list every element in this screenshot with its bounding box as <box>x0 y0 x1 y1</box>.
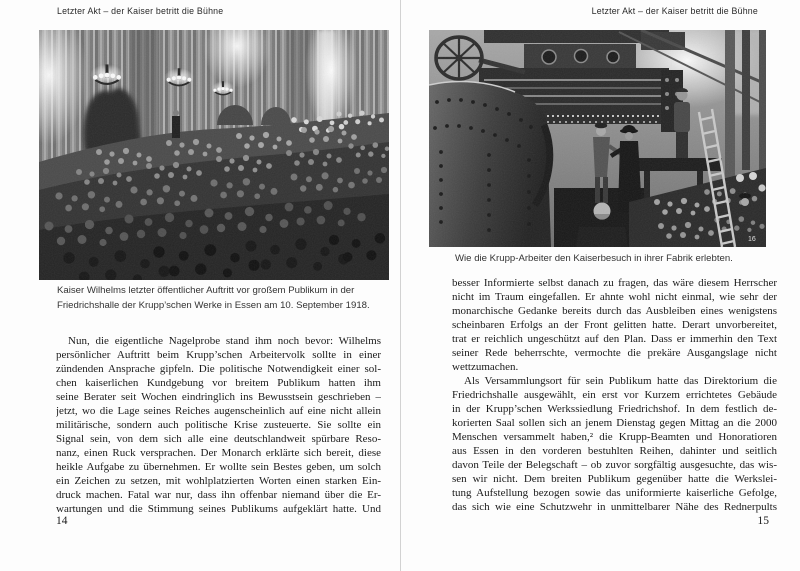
running-header-right: Letzter Akt – der Kaiser betritt die Bühne <box>591 6 758 16</box>
body-line: Friedrichshalle ausgewählt, ein erst vor Kurzem errichtetes Gebäude <box>452 389 777 401</box>
factory-photo <box>429 30 766 247</box>
body-line: Als Versammlungsort für sein Publikum hatte das Direktorium die <box>464 375 777 387</box>
body-line: aus Essen in den vorderen bestuhlten Reihen, dahinter und seitlich <box>452 445 777 457</box>
factory-photo-caption: Wie die Krupp-Arbeiter den Kaiserbesuch in ihrer Fabrik erlebten. <box>455 253 733 264</box>
body-line: sen wir nicht. Dem breiten Publikum gegenüber hatte die Werkslei- <box>452 473 777 485</box>
body-line: heikle Aufgabe zu übernehmen. Er wollte sein Bestes geben, um solch <box>56 461 381 473</box>
body-text-right <box>452 276 777 514</box>
body-line: scheinbaren Erfolgs an der Front gelitten hatte. Derart unvorbereitet, <box>452 319 777 331</box>
body-line: das sich wie eine Schutzwehr in unmittelbarer Nähe des Rednerpults <box>452 501 777 513</box>
body-line: Menschen versammelt haben,² die Krupp-Beamten und Honoratioren <box>452 431 777 443</box>
hall-photo-caption <box>57 283 387 313</box>
caption-line: Kaiser Wilhelms letzter öffentlicher Auftritt vor großem Publikum in der <box>57 285 355 296</box>
body-line: druck machen. Fatal war nur, dass ihn offenbar niemand über die Er- <box>56 489 381 501</box>
body-line: in der Krupp’schen Werkssiedlung Friedrichshof. In dem festlich de- <box>452 403 777 415</box>
photo-corner-number: 16 <box>748 236 756 243</box>
body-line: trat er reichlich ungeschützt auf den Plan. Dass er immerhin den Text <box>452 333 777 345</box>
page-gutter-divider <box>400 0 401 571</box>
caption-line: Friedrichshalle der Krupp’schen Werke in Essen am 10. September 1918. <box>57 300 370 311</box>
factory-photo-illustration <box>429 30 766 247</box>
hall-photo <box>39 30 389 280</box>
body-line: zündenden Ansprache gipfeln. Die politische Notwendigkeit einer sol- <box>56 363 381 375</box>
body-line: militärische, sondern auch politische Krise zusteuerte. Sie sollte ein <box>56 419 381 431</box>
hall-photo-illustration <box>39 30 389 280</box>
body-line: davon Teile der Belegschaft – ob zuvor sorgfältig ausgesuchte, das wis- <box>452 459 777 471</box>
page-number-left: 14 <box>56 515 68 527</box>
body-line: seiner Rede beherrschte, vermochte die prekäre Ausgangslage nicht <box>452 347 777 359</box>
body-line: monarchische Gedanke bereits durch das Ausbleiben eines wenigstens <box>452 305 777 317</box>
body-text-left <box>56 334 381 516</box>
body-line: ein Zeichen zu setzen, mit wohlplatzierten Worten einen starken Ein- <box>56 475 381 487</box>
body-line: wartungen und die Stimmung seines Publikums aufgeklärt hatte. Und <box>56 503 381 515</box>
body-line: besser Informierte selbst danach zu fragen, das wäre diesem Herrscher <box>452 277 777 289</box>
page-number-right: 15 <box>757 515 769 527</box>
body-line: Nun, die eigentliche Nagelprobe stand ihm noch bevor: Wilhelms <box>68 335 381 347</box>
running-header-left: Letzter Akt – der Kaiser betritt die Bühne <box>57 6 224 16</box>
body-line: Signal sein, von dem sich alle eine deutschlandweit spürbare Reso- <box>56 433 381 445</box>
body-line: persönlicher Auftritt beim Krupp’schen Arbeitervolk sollte in einer <box>56 349 381 361</box>
body-line: korierten Saal sollen sich an jenem Dienstag gegen Mittag an die 2000 <box>452 417 777 429</box>
body-line: nicht im Traum eingefallen. Er ahnte wohl nicht einmal, wie sehr der <box>452 291 777 303</box>
body-line: nanz, einen Ruck versprachen. Der Monarch erklärte sich bereit, diese <box>56 447 381 459</box>
body-line: tung Aufstellung bezogen sowie das uniformierte kaiserliche Gefolge, <box>452 487 777 499</box>
body-line: chen kaiserlichen Kundgebung vor breitem Publikum hatten ihm <box>56 377 381 389</box>
body-line: seine Berater seit Wochen eindringlich ins Bewusstsein geschrieben – <box>56 391 381 403</box>
body-line: jetzt, wo die Lage seines Reiches augenscheinlich auf eine nicht allein <box>56 405 381 417</box>
body-line: wettzumachen. <box>452 361 519 373</box>
